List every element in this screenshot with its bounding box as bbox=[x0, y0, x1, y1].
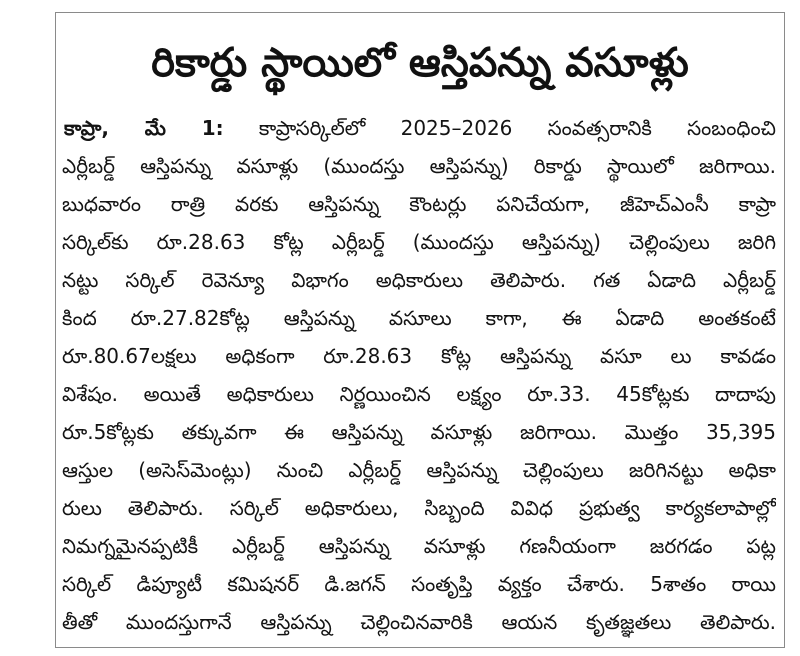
body-line-1-text: కాప్రాసర్కిల్‌లో 2025–2026 సంవత్సరానికి సంబంధించి bbox=[223, 116, 776, 140]
body-line: రులు తెలిపారు. సర్కిల్ అధికారులు, సిబ్బంది వివిధ ప్రభుత్వ కార్యకలాపాల్లో bbox=[62, 496, 776, 520]
article-body bbox=[62, 109, 776, 641]
dateline: కాప్రా, మే 1: bbox=[64, 116, 224, 140]
body-line: నిమగ్నమైనప్పటికీ ఎర్లీబర్డ్ ఆస్తిపన్ను వసూళ్లు గణనీయంగా జరగడం పట్ల bbox=[62, 534, 776, 558]
body-line: నట్టు సర్కిల్ రెవెన్యూ విభాగం అధికారులు తెలిపారు. గత ఏడాది ఎర్లీబర్డ్ bbox=[62, 268, 776, 292]
body-line: బుధవారం రాత్రి వరకు ఆస్తిపన్ను కౌంటర్లు పనిచేయగా, జీహెచ్ఎంసీ కాప్రా bbox=[62, 192, 776, 216]
body-line-1 bbox=[62, 109, 776, 147]
body-line: సర్కిల్‌కు రూ.28.63 కోట్ల ఎర్లీబర్డ్ (ముందస్తు ఆస్తిపన్ను) చెల్లింపులు జరిగి bbox=[62, 230, 776, 254]
body-line: ఆస్తుల (అసెస్‌మెంట్లు) నుంచి ఎర్లీబర్డ్ ఆస్తిపన్ను చెల్లింపులు జరిగినట్టు అధికా bbox=[62, 458, 776, 482]
news-clipping bbox=[55, 12, 785, 648]
body-line: సర్కిల్ డిప్యూటీ కమిషనర్ డి.జగన్ సంతృప్తి వ్యక్తం చేశారు. 5శాతం రాయి bbox=[62, 572, 776, 596]
body-line: తీతో ముందస్తుగానే ఆస్తిపన్ను చెల్లించినవారికి ఆయన కృతజ్ఞతలు తెలిపారు. bbox=[62, 610, 776, 634]
body-line: రూ.5కోట్లకు తక్కువగా ఈ ఆస్తిపన్ను వసూళ్లు జరిగాయి. మొత్తం 35,395 bbox=[62, 420, 776, 444]
body-line: కింద రూ.27.82కోట్ల ఆస్తిపన్ను వసూలు కాగా, ఈ ఏడాది అంతకంటే bbox=[62, 306, 776, 330]
body-line: ఎర్లీబర్డ్ ఆస్తిపన్ను వసూళ్లు (ముందస్తు ఆస్తిపన్ను) రికార్డు స్థాయిలో జరిగాయి. bbox=[62, 154, 776, 178]
body-line: విశేషం. అయితే అధికారులు నిర్ణయించిన లక్ష్యం రూ.33. 45కోట్లకు దాదాపు bbox=[62, 382, 776, 406]
headline: రికార్డు స్థాయిలో ఆస్తిపన్ను వసూళ్లు bbox=[151, 40, 689, 86]
body-line: రూ.80.67లక్షలు అధికంగా రూ.28.63 కోట్ల ఆస్తిపన్ను వసూ లు కావడం bbox=[62, 344, 776, 368]
